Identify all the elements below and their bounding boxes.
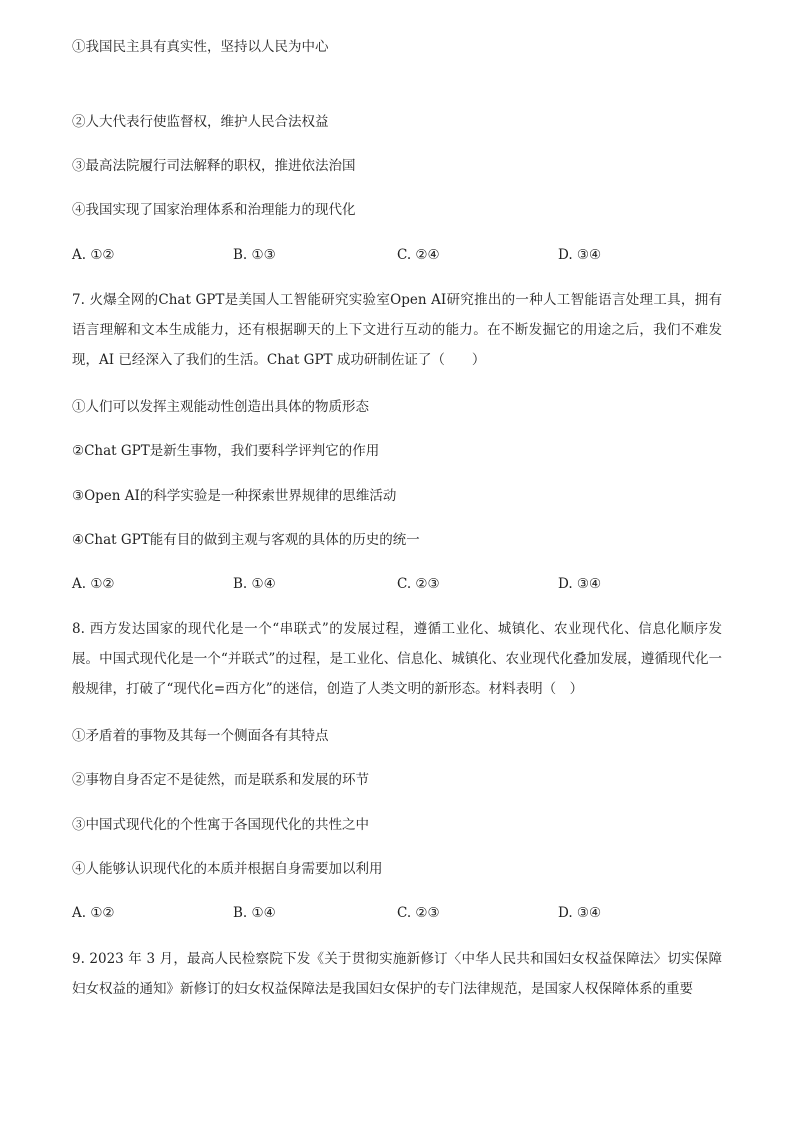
q6-option-a: A. ①②	[72, 247, 115, 263]
q6-option-b: B. ①③	[233, 247, 276, 263]
q7-statement-3: ③Open AI的科学实验是一种探索世界规律的思维活动	[72, 488, 397, 504]
q7-option-b: B. ①④	[233, 576, 276, 592]
q7-option-c: C. ②③	[397, 576, 440, 592]
q7-statement-2: ②Chat GPT是新生事物，我们要科学评判它的作用	[72, 443, 380, 459]
q7-options	[72, 575, 722, 593]
q6-option-c: C. ②④	[397, 247, 440, 263]
q7-stem: 7. 火爆全网的Chat GPT是美国人工智能研究实验室Open AI研究推出的一种人工智能语言处理工具，拥有语言理解和文本生成能力，还有根据聊天的上下文进行互动的能力。在不断发掘它的用途之后，我们不难发现，AI 已经深入了我们的生活。Chat GPT 成功研制佐证了（ ）	[72, 292, 722, 368]
q7-statement-1: ①人们可以发挥主观能动性创造出具体的物质形态	[72, 399, 369, 415]
q6-option-d: D. ③④	[558, 247, 602, 263]
q6-statement-4: ④我国实现了国家治理体系和治理能力的现代化	[72, 202, 356, 218]
q8-option-d: D. ③④	[558, 905, 602, 921]
q6-statement-1: ①我国民主具有真实性，坚持以人民为中心	[72, 39, 329, 55]
q7-statement-4: ④Chat GPT能有目的做到主观与客观的具体的历史的统一	[72, 532, 420, 548]
q9-stem: 9. 2023 年 3 月，最高人民检察院下发《关于贯彻实施新修订〈中华人民共和国妇女权益保障法〉切实保障妇女权益的通知》新修订的妇女权益保障法是我国妇女保护的专门法律规范，是国家人权保障体系的重要	[72, 951, 722, 997]
q8-statement-2: ②事物自身否定不是徒然，而是联系和发展的环节	[72, 772, 369, 788]
q7-option-a: A. ①②	[72, 576, 115, 592]
q7-option-d: D. ③④	[558, 576, 602, 592]
q6-statement-3: ③最高法院履行司法解释的职权，推进依法治国	[72, 158, 356, 174]
q6-statement-2: ②人大代表行使监督权，维护人民合法权益	[72, 114, 329, 130]
q8-statement-3: ③中国式现代化的个性寓于各国现代化的共性之中	[72, 817, 369, 833]
q8-stem: 8. 西方发达国家的现代化是一个“串联式”的发展过程，遵循工业化、城镇化、农业现代化、信息化顺序发展。中国式现代化是一个“并联式”的过程，是工业化、信息化、城镇化、农业现代化叠加发展，遵循现代化一般规律，打破了“现代化=西方化”的迷信，创造了人类文明的新形态。材料表明（ ）	[72, 621, 722, 697]
q8-statement-4: ④人能够认识现代化的本质并根据自身需要加以利用	[72, 861, 383, 877]
q8-statement-1: ①矛盾着的事物及其每一个侧面各有其特点	[72, 728, 329, 744]
q8-option-a: A. ①②	[72, 905, 115, 921]
q6-options	[72, 246, 722, 264]
q8-option-c: C. ②③	[397, 905, 440, 921]
q8-option-b: B. ①④	[233, 905, 276, 921]
q8-options	[72, 904, 722, 922]
